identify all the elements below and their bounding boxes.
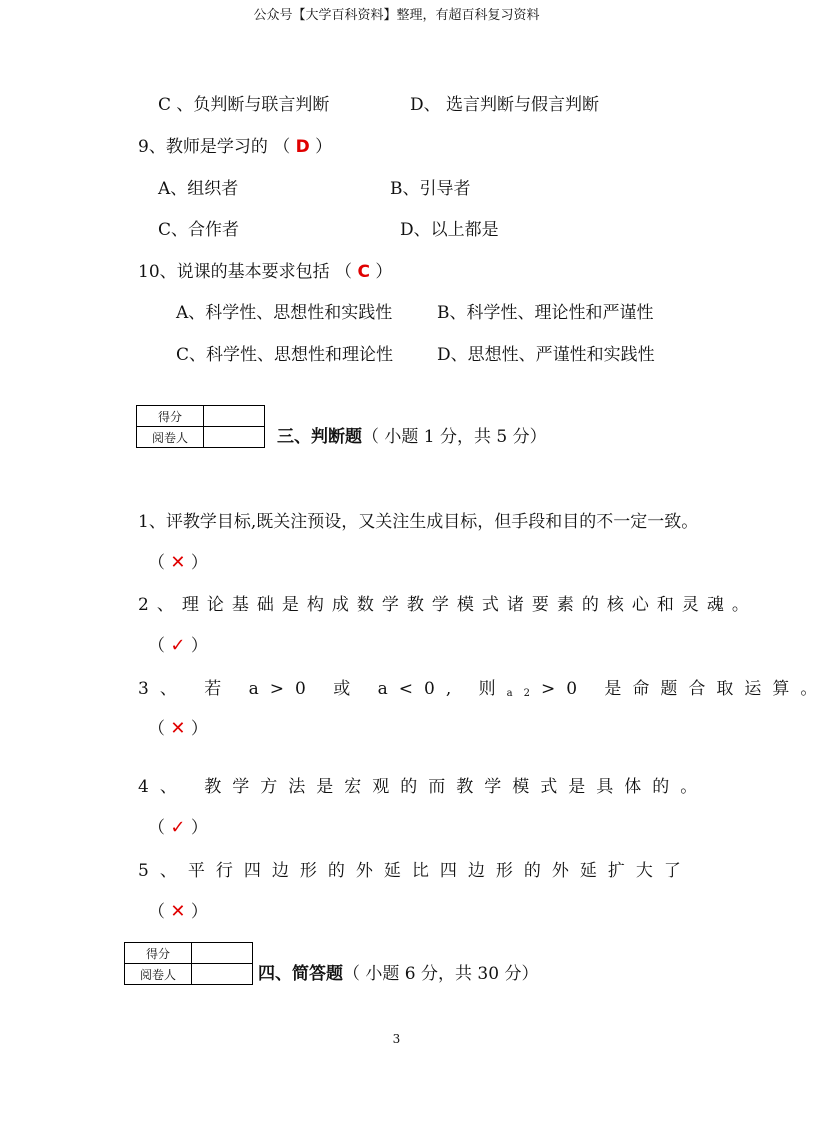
q9-option-b: B、引导者 (390, 179, 471, 199)
check-mark-icon: ✓ (170, 635, 186, 656)
check-mark-icon: ✓ (170, 817, 186, 838)
paren-close: ） (190, 818, 208, 838)
paren-open: （ (148, 553, 165, 573)
cross-mark-icon: ✕ (170, 901, 186, 922)
paren-open: （ (148, 719, 165, 739)
section3-note: （ 小题 1 分，共 5 分） (362, 427, 547, 447)
paren-open: （ (148, 636, 165, 656)
q10-close-paren: ） (375, 262, 393, 282)
judge-5-text: 5、平行四边形的外延比四边形的外延扩大了 (138, 861, 692, 881)
section3-heading (277, 422, 547, 447)
judge-1-answer (148, 548, 208, 573)
q9-answer: D (295, 137, 310, 157)
score-label: 得分 (125, 943, 192, 964)
score-cell (204, 406, 265, 427)
section4-heading (258, 959, 538, 984)
q10-option-c: C、科学性、思想性和理论性 (176, 345, 394, 365)
q10-option-b: B、科学性、理论性和严谨性 (437, 303, 654, 323)
grader-label: 阅卷人 (137, 427, 204, 448)
judge-3-sub: a2 (506, 688, 541, 699)
score-label: 得分 (137, 406, 204, 427)
q10-stem (138, 257, 392, 282)
section3-title: 三、判断题 (277, 427, 362, 447)
grader-cell (192, 964, 253, 985)
q10-option-a: A、科学性、思想性和实践性 (176, 303, 393, 323)
paren-open: （ (148, 818, 165, 838)
q9-option-c: C、合作者 (158, 220, 240, 240)
grader-cell (204, 427, 265, 448)
judge-4-text: 4、 教学方法是宏观的而教学模式是具体的。 (138, 777, 709, 797)
q9-stem (138, 132, 332, 157)
paren-close: ） (190, 553, 208, 573)
judge-3-answer (148, 714, 208, 739)
judge-1-text: 1、评教学目标,既关注预设，又关注生成目标，但手段和目的不一定一致。 (138, 512, 699, 532)
q9-option-d: D、以上都是 (400, 220, 499, 240)
q9-stem-text: 9、教师是学习的 （ (138, 137, 291, 157)
paren-open: （ (148, 902, 165, 922)
judge-2-answer (148, 631, 208, 656)
cross-mark-icon: ✕ (170, 552, 186, 573)
paren-close: ） (190, 636, 208, 656)
q9-option-a: A、组织者 (158, 179, 239, 199)
section4-note: （ 小题 6 分，共 30 分） (343, 964, 539, 984)
q9-close-paren: ） (315, 137, 333, 157)
judge-4-answer (148, 813, 208, 838)
page-number: 3 (392, 1032, 401, 1046)
score-box-section4 (124, 942, 253, 985)
q10-stem-text: 10、说课的基本要求包括 （ (138, 262, 353, 282)
judge-5-answer (148, 897, 208, 922)
q8-option-c: C 、负判断与联言判断 (158, 95, 330, 115)
q8-option-d: D、 选言判断与假言判断 (410, 95, 600, 115)
paren-close: ） (190, 902, 208, 922)
judge-3-post: >0 是命题合取运算。 (540, 679, 828, 699)
q10-option-d: D、思想性、严谨性和实践性 (437, 345, 655, 365)
score-box-section3 (136, 405, 265, 448)
grader-label: 阅卷人 (125, 964, 192, 985)
paren-close: ） (190, 719, 208, 739)
page-header: 公众号【大学百科资料】整理，有超百科复习资料 (253, 8, 540, 23)
judge-3-text (138, 674, 828, 699)
section4-title: 四、简答题 (258, 964, 343, 984)
judge-3-pre: 3、 若 a>0 或 a<0, 则 (138, 679, 507, 699)
q10-answer: C (357, 262, 370, 282)
score-cell (192, 943, 253, 964)
judge-2-text: 2、理论基础是构成数学教学模式诸要素的核心和灵魂。 (138, 595, 757, 615)
cross-mark-icon: ✕ (170, 718, 186, 739)
